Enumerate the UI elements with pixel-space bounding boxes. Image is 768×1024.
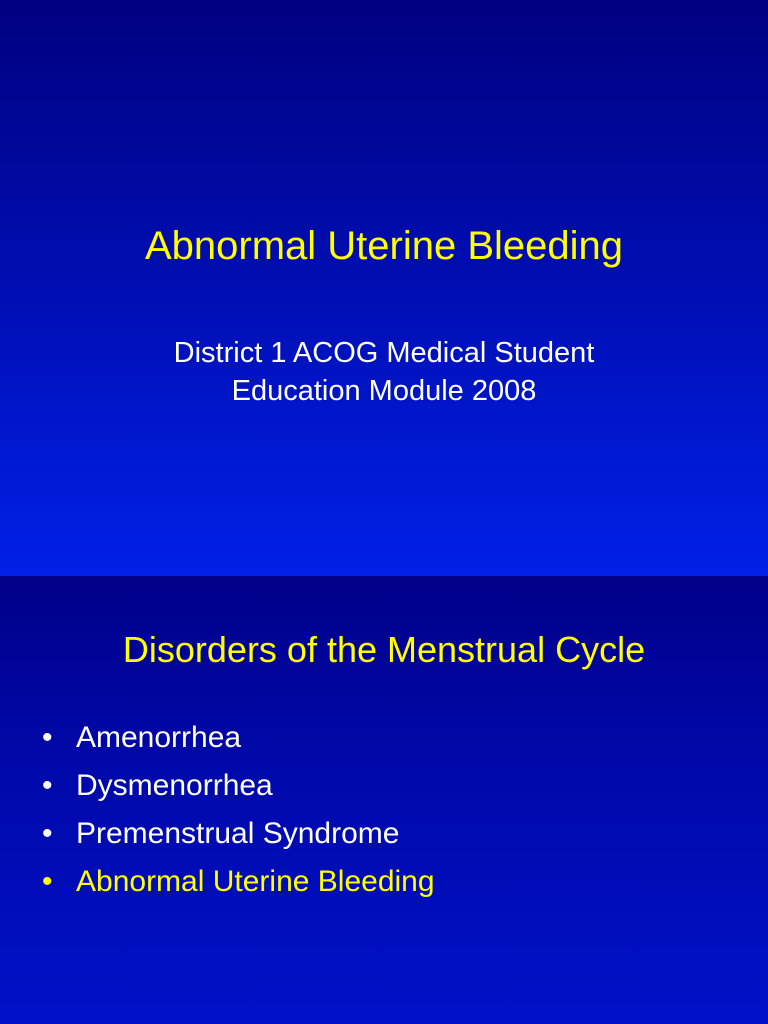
slide-title: Abnormal Uterine Bleeding	[144, 224, 624, 268]
subtitle-line-2: Education Module 2008	[231, 375, 537, 407]
list-item-highlighted	[42, 858, 435, 906]
content-slide	[0, 576, 768, 1024]
slide-title: Disorders of the Menstrual Cycle	[122, 629, 646, 670]
list-item	[42, 762, 435, 810]
list-item-label: Dysmenorrhea	[76, 769, 273, 802]
list-item-label: Abnormal Uterine Bleeding	[76, 865, 435, 898]
list-item	[42, 810, 435, 858]
list-item-label: Amenorrhea	[76, 721, 242, 754]
bullet-icon: •	[42, 817, 53, 850]
bullet-list	[42, 714, 435, 906]
bullet-icon: •	[42, 865, 53, 898]
bullet-icon: •	[42, 769, 53, 802]
bullet-icon: •	[42, 721, 53, 754]
subtitle-line-1: District 1 ACOG Medical Student	[173, 337, 595, 369]
list-item	[42, 714, 435, 762]
slide-subtitle	[0, 334, 768, 410]
list-item-label: Premenstrual Syndrome	[76, 817, 400, 850]
